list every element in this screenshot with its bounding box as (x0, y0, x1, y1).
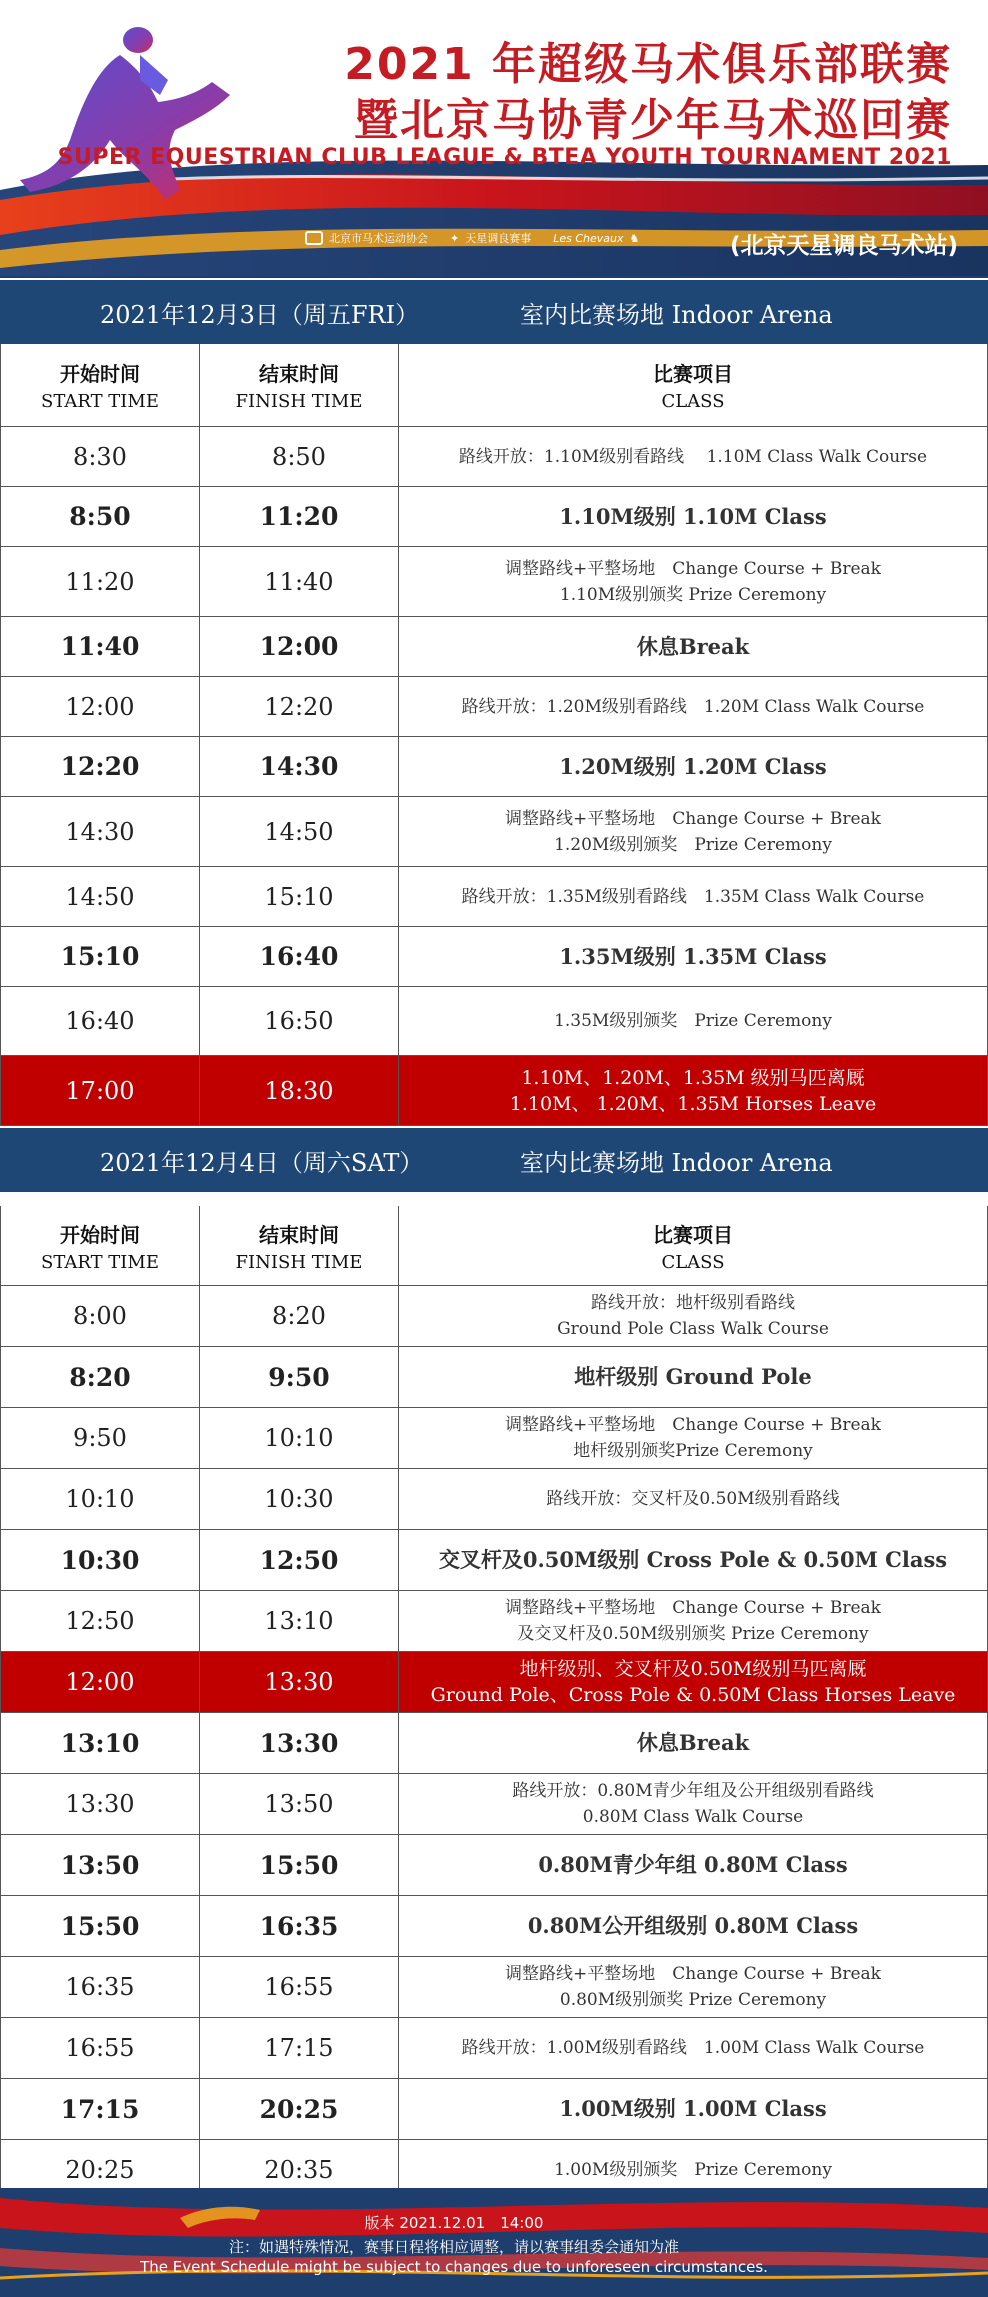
class-cell (399, 1056, 987, 1125)
class-cell (399, 427, 987, 486)
class-cell (399, 1469, 987, 1529)
class-cell (399, 1652, 987, 1712)
horses-leave-row (1, 1056, 987, 1126)
finish-time-cell: 10:30 (200, 1469, 399, 1529)
class-header-cn: 比赛项目 (653, 1222, 733, 1247)
finish-time-cell: 12:00 (200, 617, 399, 676)
start-time-cell: 13:30 (1, 1774, 200, 1834)
table-row (1, 1347, 987, 1408)
start-time-cell: 20:25 (1, 2140, 200, 2200)
station-name: (北京天星调良马术站) (729, 233, 958, 259)
finish-time-cell: 16:50 (200, 987, 399, 1055)
start-time-cell: 8:00 (1, 1286, 200, 1346)
banner-title-en: SUPER EQUESTRIAN CLUB LEAGUE & BTEA YOUTH TOURNAMENT 2021 (57, 145, 952, 170)
start-time-cell: 9:50 (1, 1408, 200, 1468)
class-description-secondary: 0.80M级别颁奖 Prize Ceremony (559, 1990, 827, 2010)
event-banner (0, 0, 988, 278)
sponsor-beijing (305, 230, 428, 246)
day1-schedule-table (0, 344, 988, 1126)
start-time-cell: 16:55 (1, 2018, 200, 2078)
day2-venue: 室内比赛场地 Indoor Arena (520, 1148, 833, 1177)
start-time-cell: 16:40 (1, 987, 200, 1055)
class-description: 路线开放：交叉杆及0.50M级别看路线 (546, 1489, 840, 1509)
class-cell (399, 1835, 987, 1895)
table-row (1, 1408, 987, 1469)
finish-time-cell: 16:35 (200, 1896, 399, 1956)
class-description-secondary: 1.20M级别颁奖 Prize Ceremony (554, 834, 832, 855)
table-row (1, 547, 987, 617)
start-time-header-cn: 开始时间 (60, 1222, 140, 1247)
class-description-secondary: 及交叉杆及0.50M级别颁奖 Prize Ceremony (517, 1624, 869, 1644)
class-description: 0.80M公开组级别 0.80M Class (527, 1913, 859, 1938)
start-time-header (1, 344, 200, 426)
sponsor-tianxing (450, 230, 531, 246)
class-description: 调整路线+平整场地 Change Course + Break (505, 1964, 881, 1984)
start-time-cell: 12:00 (1, 1652, 200, 1712)
class-header-cn: 比赛项目 (653, 362, 733, 386)
class-description-secondary: 1.10M级别颁奖 Prize Ceremony (559, 584, 827, 605)
table-row (1, 1774, 987, 1835)
start-time-cell: 13:10 (1, 1713, 200, 1773)
finish-time-header-en: FINISH TIME (235, 391, 363, 412)
finish-time-cell: 11:20 (200, 487, 399, 546)
finish-time-cell: 15:10 (200, 867, 399, 926)
banner-title-cn-1: 2021 年超级马术俱乐部联赛 (344, 39, 952, 90)
table-row (1, 1469, 987, 1530)
table-row (1, 1835, 987, 1896)
table-row (1, 427, 987, 487)
class-description: 1.10M级别 1.10M Class (559, 503, 827, 529)
finish-time-cell: 17:15 (200, 2018, 399, 2078)
table-row (1, 867, 987, 927)
start-time-cell: 10:10 (1, 1469, 200, 1529)
finish-time-header-cn: 结束时间 (259, 1222, 339, 1247)
table-header-row (1, 344, 987, 427)
finish-time-cell: 9:50 (200, 1347, 399, 1407)
class-cell (399, 1591, 987, 1651)
class-description-secondary: Ground Pole Class Walk Course (557, 1319, 829, 1339)
start-time-header-en: START TIME (40, 1251, 159, 1273)
class-description: 1.35M级别 1.35M Class (559, 943, 827, 969)
table-row (1, 797, 987, 867)
finish-time-header (200, 344, 399, 426)
finish-time-cell: 13:10 (200, 1591, 399, 1651)
class-cell (399, 547, 987, 616)
les-chevaux-logo: ♞ (629, 231, 640, 245)
table-row (1, 2079, 987, 2140)
table-row (1, 1957, 987, 2018)
table-row (1, 487, 987, 547)
class-description: 路线开放：地杆级别看路线 (591, 1293, 795, 1313)
finish-time-cell: 13:50 (200, 1774, 399, 1834)
start-time-cell: 8:20 (1, 1347, 200, 1407)
class-cell (399, 1957, 987, 2017)
class-header-en: CLASS (661, 1251, 725, 1273)
class-cell (399, 487, 987, 546)
finish-time-header-en: FINISH TIME (235, 1251, 363, 1273)
finish-time-cell: 12:20 (200, 677, 399, 736)
class-description-secondary: 1.10M、 1.20M、1.35M Horses Leave (509, 1092, 877, 1115)
finish-time-cell: 8:20 (200, 1286, 399, 1346)
class-cell (399, 1713, 987, 1773)
class-cell (399, 1896, 987, 1956)
class-cell (399, 1530, 987, 1590)
class-cell (399, 1286, 987, 1346)
finish-time-header (200, 1206, 399, 1285)
footer-banner (0, 2188, 988, 2297)
class-header-en: CLASS (661, 391, 725, 412)
class-cell (399, 927, 987, 986)
finish-time-header-cn: 结束时间 (259, 362, 339, 386)
banner-title-cn-2: 暨北京马协青少年马术巡回赛 (354, 95, 952, 146)
class-cell (399, 677, 987, 736)
day1-venue: 室内比赛场地 Indoor Arena (520, 300, 833, 329)
table-row (1, 927, 987, 987)
start-time-cell: 12:50 (1, 1591, 200, 1651)
start-time-cell: 15:50 (1, 1896, 200, 1956)
finish-time-cell: 16:55 (200, 1957, 399, 2017)
start-time-header-en: START TIME (40, 391, 159, 412)
day1-header (0, 280, 988, 344)
sponsor-beijing-label: 北京市马术运动协会 (329, 232, 428, 245)
class-description: 地杆级别 Ground Pole (574, 1364, 812, 1389)
table-row (1, 1530, 987, 1591)
day2-header (0, 1128, 988, 1192)
sponsor-tianxing-label: 天星调良赛事 (465, 232, 532, 245)
table-header-row (1, 1206, 987, 1286)
start-time-cell: 15:10 (1, 927, 200, 986)
class-description: 1.00M级别颁奖 Prize Ceremony (554, 2160, 832, 2180)
class-cell (399, 737, 987, 796)
les-chevaux-label: Les Chevaux (553, 231, 624, 245)
class-description: 调整路线+平整场地 Change Course + Break (505, 1598, 881, 1618)
start-time-cell: 8:50 (1, 487, 200, 546)
class-description: 0.80M青少年组 0.80M Class (538, 1852, 848, 1877)
finish-time-cell: 10:10 (200, 1408, 399, 1468)
footer-version: 版本 2021.12.01 14:00 (364, 2214, 544, 2232)
table-row (1, 617, 987, 677)
table-row (1, 737, 987, 797)
footer-note-en: The Event Schedule might be subject to changes due to unforeseen circumstances. (140, 2258, 768, 2276)
start-time-cell: 11:40 (1, 617, 200, 676)
class-cell (399, 987, 987, 1055)
sponsor-logos (305, 230, 639, 246)
class-header (399, 344, 987, 426)
class-description: 休息Break (636, 1730, 750, 1755)
class-description-secondary: Ground Pole、Cross Pole & 0.50M Class Horses Leave (430, 1684, 956, 1706)
class-description: 路线开放：1.20M级别看路线 1.20M Class Walk Course (461, 696, 925, 717)
finish-time-cell: 18:30 (200, 1056, 399, 1125)
class-description: 1.10M、1.20M、1.35M 级别马匹离厩 (521, 1066, 865, 1089)
class-cell (399, 1774, 987, 1834)
tianxing-logo: ✦ (450, 231, 460, 245)
table-row (1, 1713, 987, 1774)
finish-time-cell: 14:50 (200, 797, 399, 866)
class-description: 路线开放：1.00M级别看路线 1.00M Class Walk Course (461, 2038, 925, 2058)
start-time-cell: 10:30 (1, 1530, 200, 1590)
finish-time-cell: 13:30 (200, 1652, 399, 1712)
class-description: 路线开放：1.35M级别看路线 1.35M Class Walk Course (461, 886, 925, 907)
finish-time-cell: 11:40 (200, 547, 399, 616)
finish-time-cell: 13:30 (200, 1713, 399, 1773)
class-description: 调整路线+平整场地 Change Course + Break (505, 1415, 881, 1435)
start-time-cell: 14:30 (1, 797, 200, 866)
start-time-cell: 17:00 (1, 1056, 200, 1125)
start-time-cell: 8:30 (1, 427, 200, 486)
class-description-secondary: 0.80M Class Walk Course (582, 1807, 804, 1827)
class-cell (399, 867, 987, 926)
class-description: 调整路线+平整场地 Change Course + Break (505, 558, 881, 579)
class-description: 1.35M级别颁奖 Prize Ceremony (554, 1011, 832, 1031)
start-time-cell: 17:15 (1, 2079, 200, 2139)
table-row (1, 987, 987, 1056)
class-cell (399, 2018, 987, 2078)
beijing-equestrian-logo (305, 231, 323, 245)
class-description: 交叉杆及0.50M级别 Cross Pole & 0.50M Class (438, 1547, 948, 1572)
footer-note-cn: 注：如遇特殊情况，赛事日程将相应调整，请以赛事组委会通知为准 (228, 2238, 679, 2256)
class-cell (399, 1347, 987, 1407)
start-time-cell: 12:00 (1, 677, 200, 736)
class-description: 1.00M级别 1.00M Class (559, 2096, 827, 2121)
class-description: 调整路线+平整场地 Change Course + Break (505, 808, 881, 829)
finish-time-cell: 8:50 (200, 427, 399, 486)
start-time-cell: 11:20 (1, 547, 200, 616)
class-cell (399, 617, 987, 676)
start-time-cell: 16:35 (1, 1957, 200, 2017)
table-row (1, 1896, 987, 1957)
start-time-cell: 12:20 (1, 737, 200, 796)
table-row (1, 2018, 987, 2079)
finish-time-cell: 20:25 (200, 2079, 399, 2139)
finish-time-cell: 20:35 (200, 2140, 399, 2200)
class-cell (399, 2079, 987, 2139)
finish-time-cell: 16:40 (200, 927, 399, 986)
class-cell (399, 1408, 987, 1468)
class-description: 路线开放：0.80M青少年组及公开组级别看路线 (512, 1781, 874, 1801)
horses-leave-row (1, 1652, 987, 1713)
start-time-cell: 13:50 (1, 1835, 200, 1895)
class-header (399, 1206, 987, 1285)
start-time-header (1, 1206, 200, 1285)
class-description-secondary: 地杆级别颁奖Prize Ceremony (573, 1441, 813, 1461)
finish-time-cell: 14:30 (200, 737, 399, 796)
sponsor-les-chevaux (553, 232, 639, 245)
class-cell (399, 797, 987, 866)
finish-time-cell: 15:50 (200, 1835, 399, 1895)
table-row (1, 677, 987, 737)
table-row (1, 1286, 987, 1347)
day1-date: 2021年12月3日（周五FRI） (100, 300, 420, 329)
class-description: 路线开放：1.10M级别看路线 1.10M Class Walk Course (458, 446, 928, 467)
finish-time-cell: 12:50 (200, 1530, 399, 1590)
class-description: 地杆级别、交叉杆及0.50M级别马匹离厩 (519, 1658, 867, 1680)
class-description: 休息Break (636, 633, 750, 659)
start-time-header-cn: 开始时间 (60, 362, 140, 386)
class-description: 1.20M级别 1.20M Class (559, 753, 827, 779)
day2-schedule-table (0, 1206, 988, 2201)
day2-date: 2021年12月4日（周六SAT） (100, 1148, 424, 1177)
start-time-cell: 14:50 (1, 867, 200, 926)
table-row (1, 1591, 987, 1652)
